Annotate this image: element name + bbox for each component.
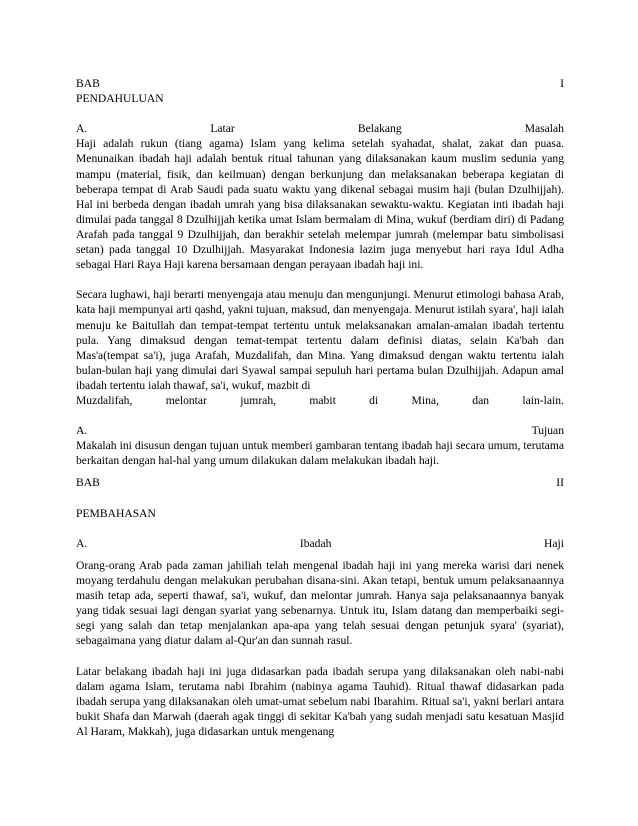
section-heading-word: Latar: [210, 122, 235, 136]
document-page: [76, 76, 564, 739]
chapter-label: BAB: [76, 77, 100, 90]
chapter-title-pembahasan: PEMBAHASAN: [76, 506, 156, 520]
paragraph-tujuan: Makalah ini disusun dengan tujuan untuk memberi gambaran tentang ibadah haji secara umum, terutama berkaitan dengan hal-hal yang umum dilakukan dalam melakukan ibadah haji.: [76, 439, 564, 468]
chapter-heading-bab-2: [76, 475, 564, 490]
section-heading-word: A.: [76, 536, 88, 550]
section-heading-ibadah-haji: [76, 536, 564, 551]
paragraph-word: lain-lain.: [522, 393, 564, 407]
paragraph-latar-belakang-ibadah: Latar belakang ibadah haji ini juga didasarkan pada ibadah serupa yang dilaksanakan oleh nabi-nabi dalam agama Islam, terutama nabi Ibrahim (nabinya agama Tauhid). Ritual thawaf didasarkan pada ibadah serupa yang dilaksanakan oleh umat-umat sebelum nabi Ibarahim. Ritual sa'i, yakni berlari antara bukit Shafa dan Marwah (daerah agak tinggi di sekitar Ka'bah yang sudah menjadi satu kesatuan Masjid Al Haram, Makkah), juga didasarkan untuk mengenang: [76, 664, 564, 738]
chapter-label: BAB: [76, 476, 100, 490]
section-heading-latar-belakang: [76, 121, 564, 136]
paragraph-word: Muzdalifah,: [76, 393, 133, 407]
paragraph-orang-arab: Orang-orang Arab pada zaman jahiliah telah mengenal ibadah haji ini yang mereka warisi dari nenek moyang terdahulu dengan melakukan perubahan disana-sini. Akan tetapi, bentuk umum pelaksanaannya masih tetap ada, seperti thawaf, sa'i, wukuf, dan melontar jumrah. Hanya saja pelaksanaannya banyak yang tidak sesuai lagi dengan syariat yang sebenarnya. Untuk itu, Islam datang dan memperbaiki segi-segi yang salah dan tetap menjalankan apa-apa yang telah sesuai dengan petunjuk syara' (syariat), sebagaimana yang diatur dalam al-Qur'an dan sunnah rasul.: [76, 558, 564, 648]
chapter-title-pendahuluan: PENDAHULUAN: [76, 92, 164, 106]
paragraph-word: melontar: [165, 393, 207, 407]
section-heading-word: Tujuan: [531, 424, 564, 438]
section-heading-word: Ibadah: [299, 536, 332, 550]
paragraph-word: mabit: [309, 393, 336, 407]
section-heading-word: A.: [76, 122, 88, 136]
section-heading-word: Haji: [544, 536, 564, 550]
section-heading-word: Masalah: [524, 122, 564, 136]
section-heading-word: Belakang: [357, 122, 402, 136]
chapter-heading-bab-1: [76, 76, 564, 91]
chapter-number: II: [556, 476, 564, 490]
paragraph-haji-definition: Haji adalah rukun (tiang agama) Islam yang kelima setelah syahadat, shalat, zakat dan puasa. Menunaikan ibadah haji adalah bentuk ritual tahunan yang dilaksanakan kaum muslim sedunia yang mampu (material, fisik, dan keilmuan) dengan berkunjung dan melaksanakan beberapa kegiatan di beberapa tempat di Arab Saudi pada suatu waktu yang dikenal sebagai musim haji (bulan Dzulhijjah). Hal ini berbeda dengan ibadah umrah yang bisa dilaksanakan sewaktu-waktu. Kegiatan inti ibadah haji dimulai pada tanggal 8 Dzulhijjah ketika umat Islam bermalam di Mina, wukuf (berdiam diri) di Padang Arafah pada tanggal 9 Dzulhijjah, dan berakhir setelah melempar jumrah (melempar batu simbolisasi setan) pada tanggal 10 Dzulhijjah. Masyarakat Indonesia lazim juga menyebut hari raya Idul Adha sebagai Hari Raya Haji karena bersamaan dengan perayaan ibadah haji ini.: [76, 137, 564, 272]
paragraph-word: di: [369, 393, 379, 407]
section-heading-word: A.: [76, 424, 88, 438]
paragraph-secara-lughawi: Secara lughawi, haji berarti menyengaja atau menuju dan mengunjungi. Menurut etimologi bahasa Arab, kata haji mempunyai arti qashd, yakni tujuan, maksud, dan menyengaja. Menurut istilah syara', haji ialah menuju ke Baitullah dan tempat-tempat tertentu untuk melaksanakan amalan-amalan ibadah tertentu pula. Yang dimaksud dengan temat-tempat tertentu dalam definisi diatas, selain Ka'bah dan Mas'a(tempat sa'i), juga Arafah, Muzdalifah, dan Mina. Yang dimaksud dengan waktu tertentu ialah bulan-bulan haji yang dimulai dari Syawal sampai sepuluh hari pertama bulan Dzulhijjah. Adapun amal ibadah tertentu ialah thawaf, sa'i, wukuf, mazbit di: [76, 288, 564, 392]
paragraph-word: jumrah,: [240, 393, 277, 407]
paragraph-word: Mina,: [411, 393, 439, 407]
paragraph-secara-lughawi-last-line: [76, 393, 564, 408]
section-heading-tujuan: [76, 423, 564, 438]
chapter-number: I: [560, 77, 564, 90]
paragraph-word: dan: [472, 393, 490, 407]
